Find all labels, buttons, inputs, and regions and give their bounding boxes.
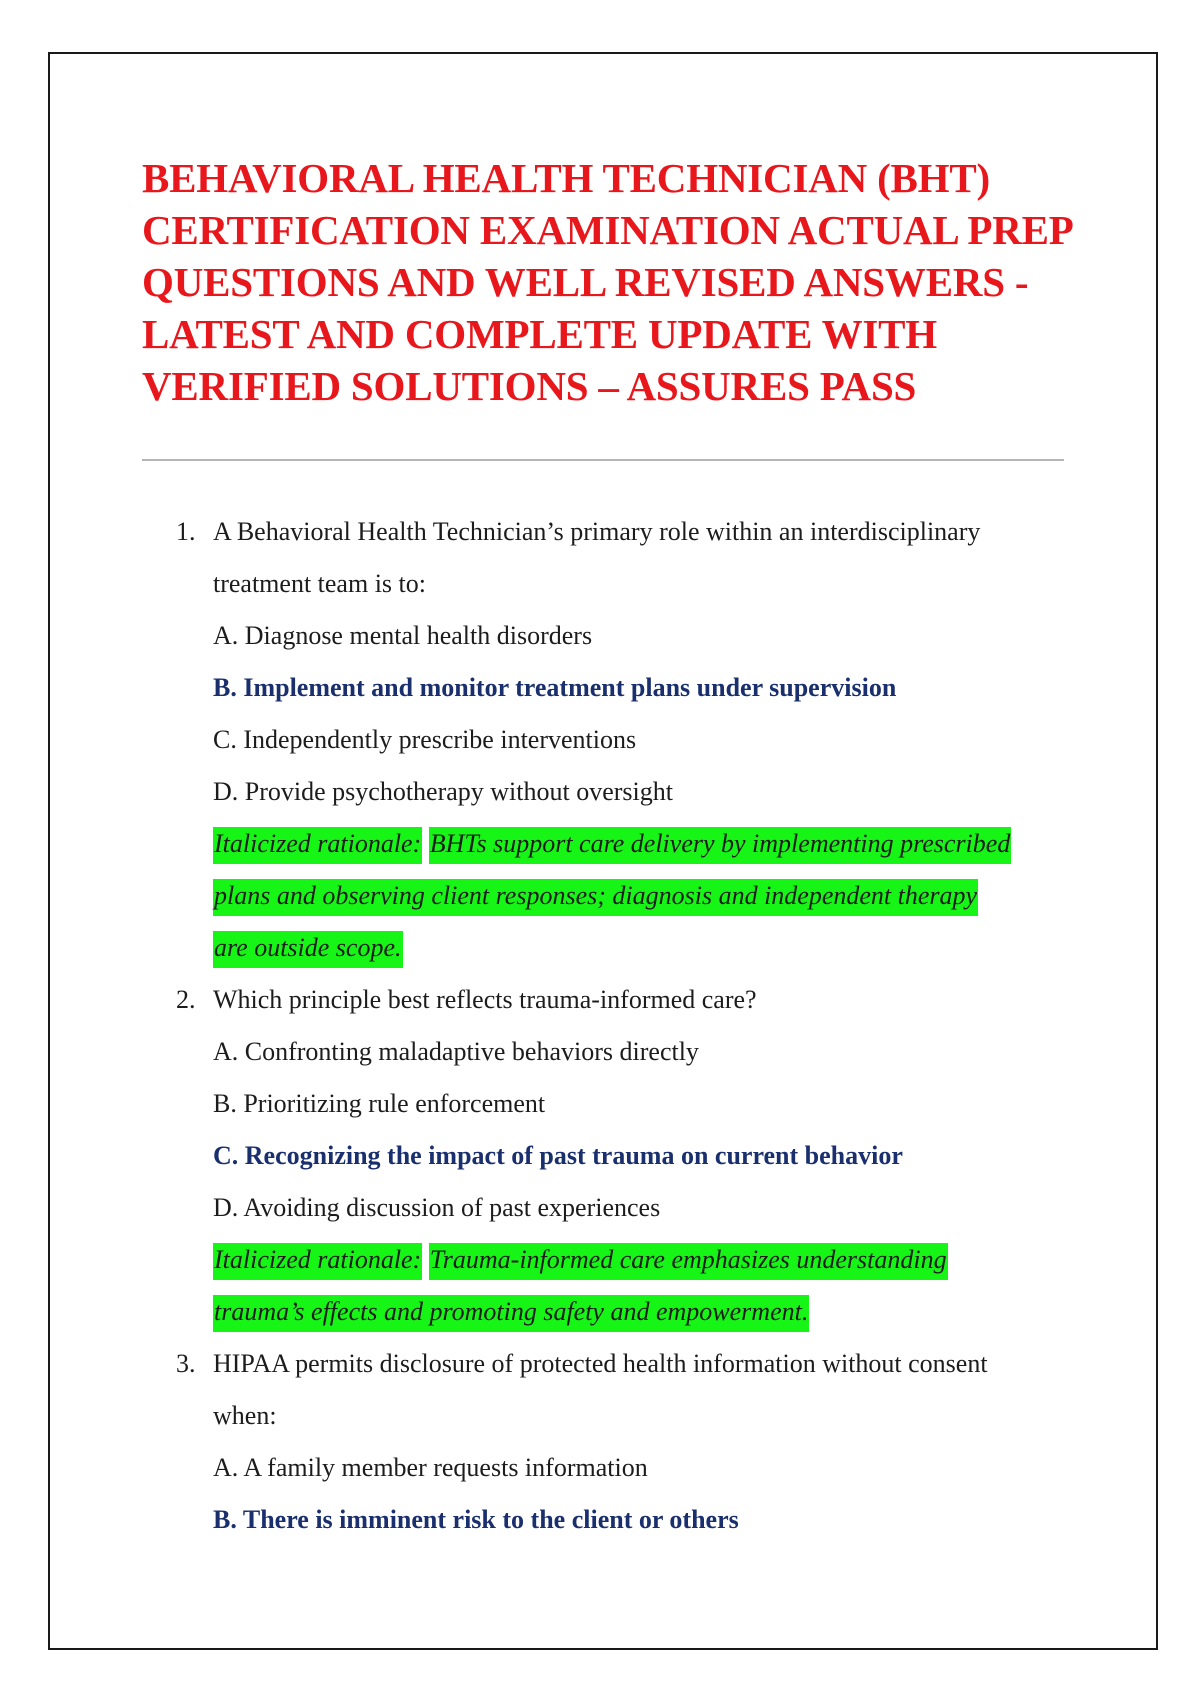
question-text-line: A Behavioral Health Technician’s primary role within an interdisciplinary [213, 517, 981, 546]
rationale-text: BHTs support care delivery by implementing prescribed [429, 827, 1012, 864]
title-line: CERTIFICATION EXAMINATION ACTUAL PREP [142, 207, 1074, 253]
rationale-text: are outside scope. [213, 931, 403, 968]
question-1 [170, 506, 1070, 974]
correct-answer-option-b: B. There is imminent risk to the client or others [213, 1505, 739, 1534]
rationale-line [213, 922, 1070, 974]
rationale-line [213, 870, 1070, 922]
answer-option-a: A. A family member requests information [213, 1453, 648, 1482]
question-text [213, 506, 1070, 610]
question-list [170, 506, 1070, 1546]
title-line: QUESTIONS AND WELL REVISED ANSWERS - [142, 259, 1029, 305]
rationale-label: Italicized rationale: [213, 1243, 422, 1280]
title-divider [142, 459, 1064, 461]
title-line: BEHAVIORAL HEALTH TECHNICIAN (BHT) [142, 155, 990, 201]
question-number: 3. [176, 1349, 196, 1378]
rationale-text: plans and observing client responses; diagnosis and independent therapy [213, 879, 978, 916]
rationale-line [213, 1234, 1070, 1286]
question-number: 1. [176, 517, 196, 546]
title-line: VERIFIED SOLUTIONS – ASSURES PASS [142, 363, 917, 409]
question-text-line: when: [213, 1401, 277, 1430]
answer-option-a: A. Confronting maladaptive behaviors directly [213, 1037, 699, 1066]
rationale-line [213, 818, 1070, 870]
document-title [142, 152, 1082, 412]
question-text-line: treatment team is to: [213, 569, 426, 598]
answer-option-d: D. Avoiding discussion of past experiences [213, 1193, 661, 1222]
question-text [213, 1338, 1070, 1442]
rationale-text: trauma’s effects and promoting safety and empowerment. [213, 1295, 809, 1332]
question-number: 2. [176, 985, 196, 1014]
rationale [213, 818, 1070, 974]
answer-option-a: A. Diagnose mental health disorders [213, 621, 593, 650]
question-3 [170, 1338, 1070, 1546]
title-line: LATEST AND COMPLETE UPDATE WITH [142, 311, 937, 357]
rationale [213, 1234, 1070, 1338]
answer-option-b: B. Prioritizing rule enforcement [213, 1089, 546, 1118]
question-text-line: HIPAA permits disclosure of protected health information without consent [213, 1349, 988, 1378]
question-2 [170, 974, 1070, 1338]
rationale-text: Trauma-informed care emphasizes understanding [429, 1243, 948, 1280]
correct-answer-option-c: C. Recognizing the impact of past trauma on current behavior [213, 1141, 903, 1170]
question-text [213, 974, 1070, 1026]
question-text-line: Which principle best reflects trauma-informed care? [213, 985, 757, 1014]
correct-answer-option-b: B. Implement and monitor treatment plans under supervision [213, 673, 897, 702]
rationale-label: Italicized rationale: [213, 827, 422, 864]
rationale-line [213, 1286, 1070, 1338]
answer-option-d: D. Provide psychotherapy without oversight [213, 777, 673, 806]
answer-option-c: C. Independently prescribe interventions [213, 725, 637, 754]
